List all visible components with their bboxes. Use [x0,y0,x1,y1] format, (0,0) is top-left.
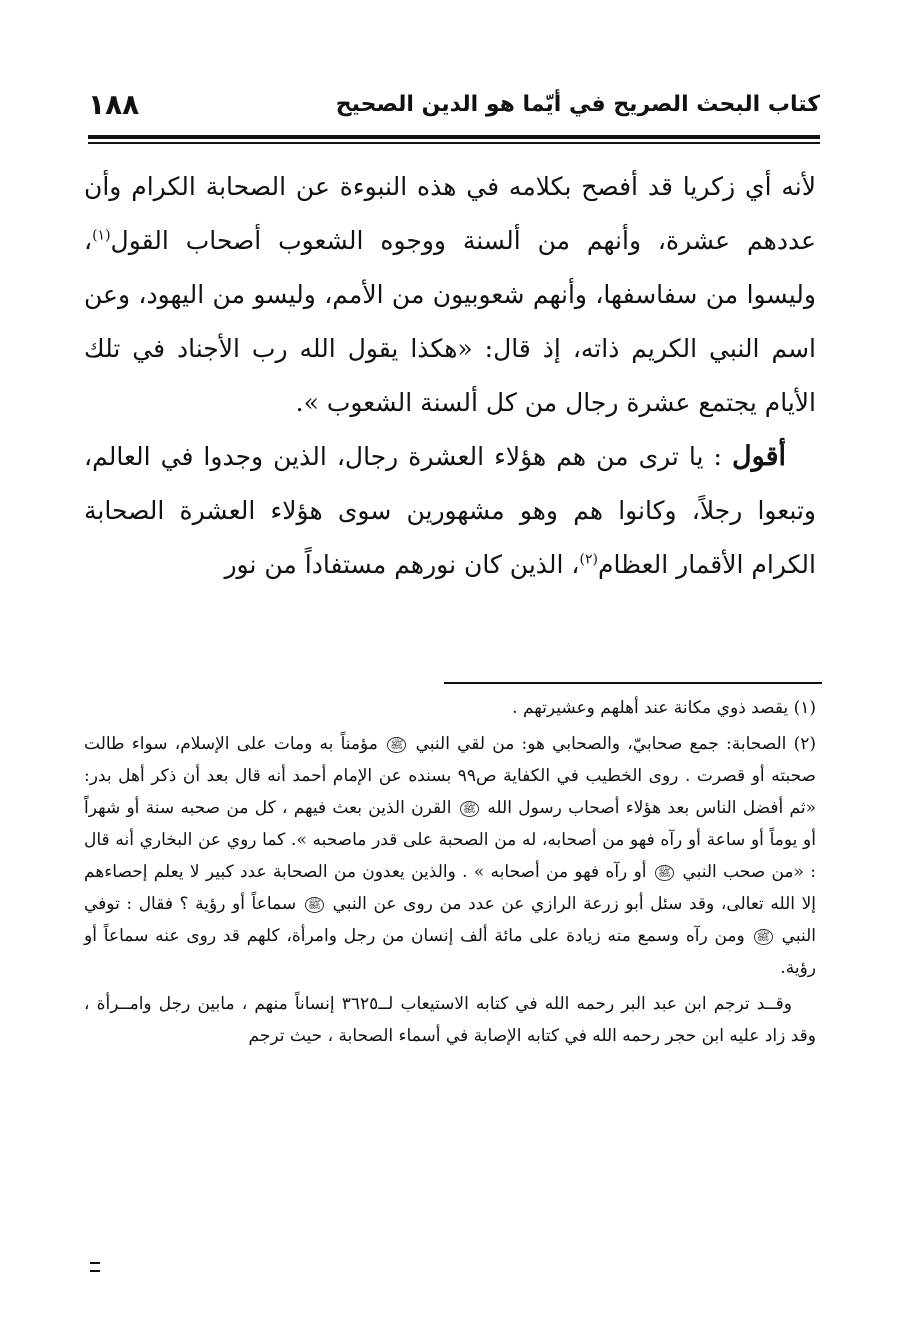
paragraph-1-text-b: ، وليسوا من سفاسفها، وأنهم شعوبيون من الأمم، وليسو من اليهود، وعن اسم النبي الكريم ذاته، إذ قال: «هكذا يقول الله رب الأجناد في تلك الأيام يجتمع عشرة رجال من كل ألسنة الشعوب ». [84,226,816,417]
running-title: كتاب البحث الصريح في أيّما هو الدين الصحيح [335,92,820,117]
footnote-2-text-b: مؤمناً به ومات على الإسلام، سواء طالت صحبته أو قصرت . روى الخطيب في الكفاية ص٩٩ بسنده عن الإمام أحمد أنه قال بعد أن ذكر أهل بدر: «ثم أفضل الناس بعد هؤلاء أصحاب رسول الله [84,734,816,818]
continuation-marker [90,1262,100,1272]
paragraph-1 [84,160,816,430]
footnote-2-text-d: أو رآه فهو من أصحابه » . والذين يعدون من الصحابة عدد كبير لا يعلم إحصاءهم إلا الله تعالى، وقد سئل أبو زرعة الرازي عن عدد من روى عن النبي [84,862,817,914]
footnote-2-text-f: ومن رآه وسمع منه زيادة على مائة ألف إنسان من رجل وامرأة، كلهم قد روى عنه سماعاً أو رؤية. [84,926,816,978]
pbuh-honorific-icon: ﷺ [387,737,406,753]
footnote-separator [444,682,822,684]
footnote-2-text-e: سماعاً أو رؤية ؟ فقال : توفي النبي [84,894,816,946]
footnotes [84,692,816,1056]
footnote-ref-1[interactable]: (١) [92,227,111,244]
header-rule-thick [88,135,820,139]
paragraph-2-lead: أقول [732,441,786,472]
paragraph-2 [84,430,816,592]
main-text [84,160,816,592]
footnote-1: (١) يقصد ذوي مكانة عند أهلهم وعشيرتهم . [512,698,816,718]
pbuh-honorific-icon: ﷺ [754,929,773,945]
header-rule-thin [88,142,820,144]
pbuh-honorific-icon: ﷺ [305,897,324,913]
pbuh-honorific-icon: ﷺ [655,865,674,881]
paragraph-1-text-a: لأنه أي زكريا قد أفصح بكلامه في هذه النبوءة عن الصحابة الكرام وأن عددهم عشرة، وأنهم من ألسنة ووجوه الشعوب أصحاب القول [84,172,816,255]
paragraph-2-text-b: ، الذين كان نورهم مستفاداً من نور [224,550,580,579]
page-header [88,88,820,132]
pbuh-honorific-icon: ﷺ [460,801,479,817]
footnote-2-text-a: (٢) الصحابة: جمع صحابيّ، والصحابي هو: من لقي النبي [415,734,817,754]
footnote-2-text-c: القرن الذين بعث فيهم ، كل من صحبه سنة أو شهراً أو يوماً أو ساعة أو رآه فهو من أصحابه، له من الصحبة على قدر ماصحبه ». كما روي عن البخاري أنه قال : «من صحب النبي [84,798,816,882]
footnote-2-continuation: وقــد ترجم ابن عبد البر رحمه الله في كتابه الاستيعاب لــ٣٦٢٥ إنساناً منهم ، مابين رجل وامــرأة ، وقد زاد عليه ابن حجر رحمه الله في كتابه الإصابة في أسماء الصحابة ، حيث ترجم [84,994,816,1046]
paragraph-2-text-a: : يا ترى من هم هؤلاء العشرة رجال، الذين وجدوا في العالم، وتبعوا رجلاً، وكانوا هم وهو مشهورين سوى هؤلاء العشرة الصحابة الكرام الأقمار العظام [84,442,816,579]
footnote-2 [84,728,816,984]
footnote-ref-2[interactable]: (٢) [579,551,598,568]
page-number: ١٨٨ [88,88,140,121]
